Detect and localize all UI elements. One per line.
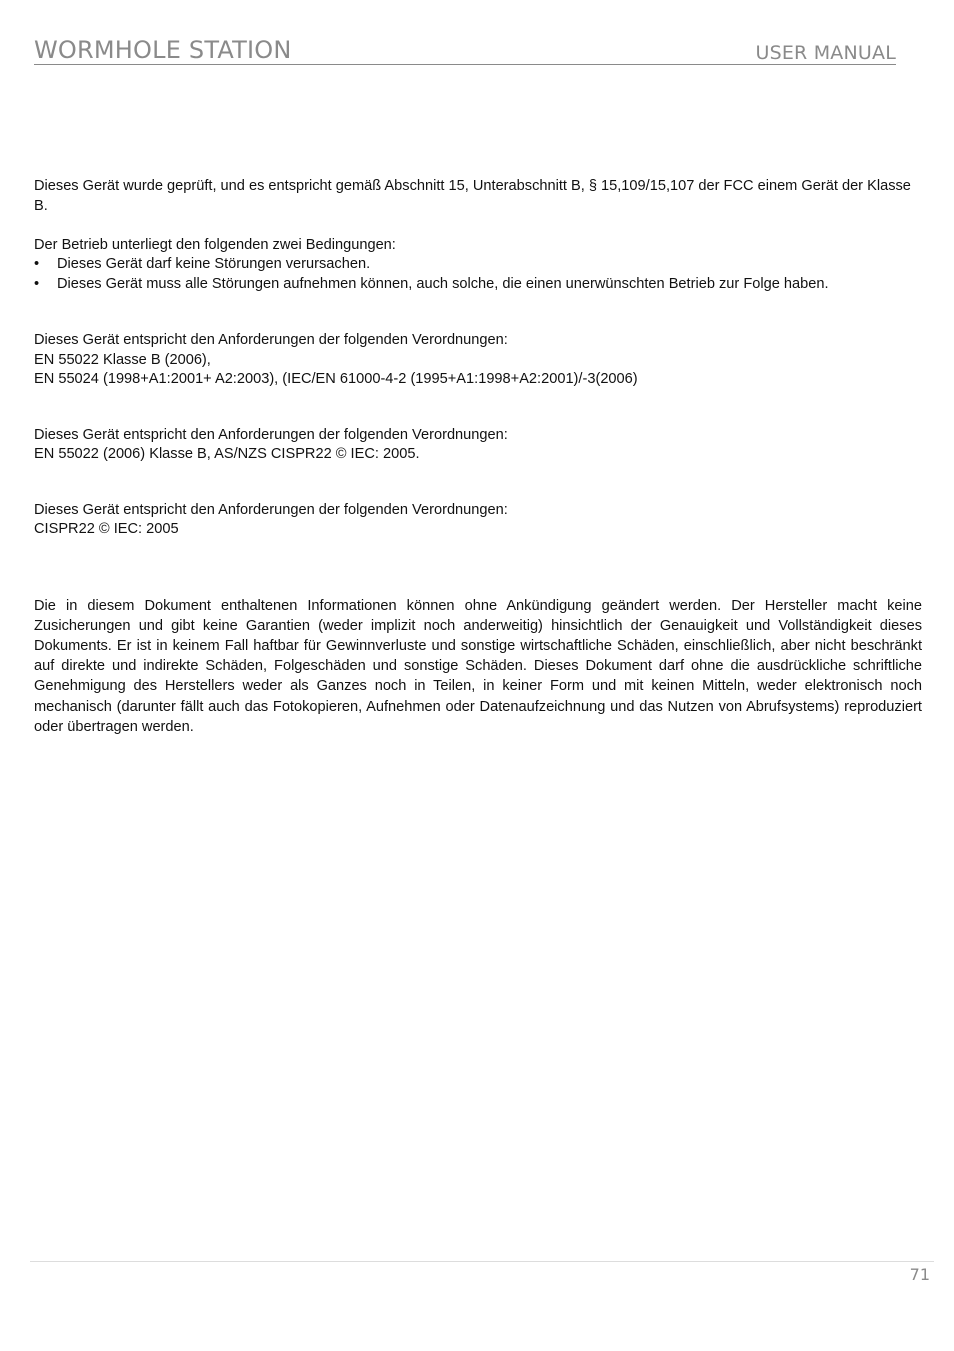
- page-header: [34, 34, 896, 65]
- document-title: WORMHOLE STATION: [34, 36, 292, 64]
- list-item-text: Dieses Gerät muss alle Störungen aufnehmen können, auch solche, die einen unerwünschten Betrieb zur Folge haben.: [57, 275, 829, 292]
- page-number: 71: [909, 1265, 930, 1284]
- document-type-label: USER MANUAL: [755, 42, 896, 64]
- fcc-conditions-list: [34, 255, 922, 294]
- ctick-line: EN 55022 (2006) Klasse B, AS/NZS CISPR22 © IEC: 2005.: [34, 446, 420, 462]
- ce-line: EN 55024 (1998+A1:2001+ A2:2003), (IEC/EN 61000-4-2 (1995+A1:1998+A2:2001)/-3(2006): [34, 371, 638, 387]
- ce-line: Dieses Gerät entspricht den Anforderungen der folgenden Verordnungen:: [34, 332, 508, 348]
- bsmi-line: CISPR22 © IEC: 2005: [34, 521, 179, 537]
- ce-section: [34, 331, 922, 390]
- ctick-line: Dieses Gerät entspricht den Anforderungen der folgenden Verordnungen:: [34, 426, 508, 443]
- ce-line: EN 55022 Klasse B (2006),: [34, 351, 211, 368]
- page-content: [34, 177, 922, 737]
- fcc-section: [34, 177, 922, 294]
- fcc-conditions-intro: Der Betrieb unterliegt den folgenden zwei Bedingungen:: [34, 236, 396, 253]
- footer-divider: [30, 1261, 934, 1262]
- bsmi-section: [34, 501, 922, 540]
- list-item: [34, 255, 922, 275]
- bullet-icon: •: [34, 275, 40, 292]
- bsmi-line: Dieses Gerät entspricht den Anforderungen der folgenden Verordnungen:: [34, 501, 508, 518]
- disclaimer-paragraph: Die in diesem Dokument enthaltenen Informationen können ohne Ankündigung geändert werden. Der Hersteller macht keine Zusicherungen und gibt keine Garantien (weder implizit noch anderweitig) hinsichtlich der Genauigkeit und Vollständigkeit dieses Dokuments. Er ist in keinem Fall haftbar für Gewinnverluste und sonstige wirtschaftliche Schäden, einschließlich, aber nicht beschränkt auf direkte und indirekte Schäden, Folgeschäden und sonstige Schäden. Dieses Dokument darf ohne die ausdrückliche schriftliche Genehmigung des Herstellers weder als Ganzes noch in Teilen, in keiner Form und mit keinen Mitteln, weder elektronisch noch mechanisch (darunter fällt auch das Fotokopieren, Aufnehmen oder Datenaufzeichnung und das Nutzen von Abrufsystems) reproduziert oder übertragen werden.: [34, 597, 922, 735]
- disclaimer-section: [34, 596, 922, 737]
- list-item: [34, 275, 922, 295]
- fcc-intro-paragraph: Dieses Gerät wurde geprüft, und es entspricht gemäß Abschnitt 15, Unterabschnitt B, § 15,109/15,107 der FCC einem Gerät der Klasse B.: [34, 178, 911, 214]
- ctick-section: [34, 426, 922, 465]
- list-item-text: Dieses Gerät darf keine Störungen verursachen.: [57, 256, 371, 272]
- bullet-icon: •: [34, 256, 40, 272]
